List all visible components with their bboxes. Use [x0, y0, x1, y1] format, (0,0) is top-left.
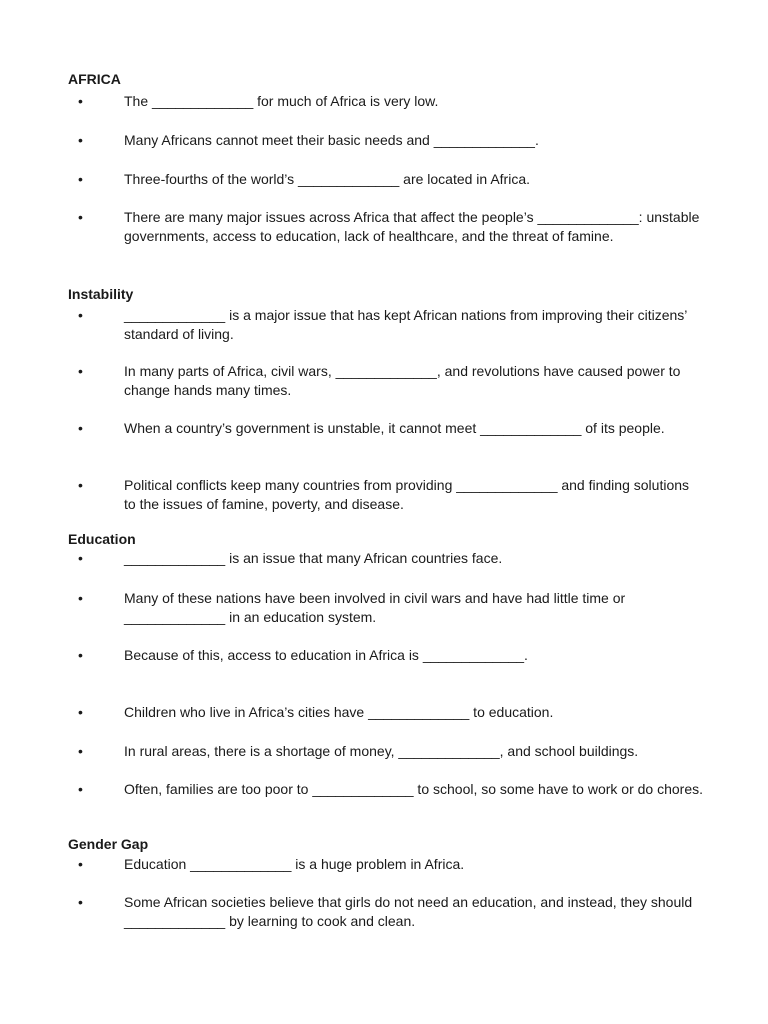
- list-item-text: Three-fourths of the world’s _____________ are located in Africa.: [124, 171, 530, 187]
- list-item-text: Education _____________ is a huge problem in Africa.: [124, 856, 465, 872]
- section-heading-africa: AFRICA: [68, 71, 121, 87]
- section-heading-instability: Instability: [68, 286, 134, 302]
- bullet-icon: •: [78, 894, 83, 910]
- bullet-icon: •: [78, 307, 83, 323]
- section-heading-education: Education: [68, 531, 136, 547]
- bullet-icon: •: [78, 93, 83, 109]
- list-item-text: _____________ is a major issue that has kept African nations from improving their citizens’ standard of living.: [124, 307, 687, 342]
- section-heading-gender-gap: Gender Gap: [68, 836, 149, 852]
- bullet-icon: •: [78, 132, 83, 148]
- bullet-icon: •: [78, 590, 83, 606]
- bullet-icon: •: [78, 171, 83, 187]
- bullet-icon: •: [78, 363, 83, 379]
- list-item-text: Political conflicts keep many countries from providing _____________ and finding solutions to the issues of famine, poverty, and disease.: [124, 477, 690, 512]
- bullet-icon: •: [78, 856, 83, 872]
- bullet-icon: •: [78, 647, 83, 663]
- list-item-text: There are many major issues across Africa that affect the people’s _____________: unstable governments, access to education, lack of healthcare, and the threat of famine.: [124, 209, 700, 244]
- bullet-icon: •: [78, 550, 83, 566]
- bullet-icon: •: [78, 420, 83, 436]
- list-item-text: The _____________ for much of Africa is very low.: [124, 93, 439, 109]
- bullet-icon: •: [78, 209, 83, 225]
- list-item-text: When a country’s government is unstable, it cannot meet _____________ of its people.: [124, 420, 665, 436]
- list-item-text: Often, families are too poor to _____________ to school, so some have to work or do chores.: [124, 781, 704, 797]
- list-item-text: Many Africans cannot meet their basic needs and _____________.: [124, 132, 539, 148]
- list-item-text: Some African societies believe that girls do not need an education, and instead, they should _____________ by learning to cook and clean.: [124, 894, 693, 929]
- list-item-text: Because of this, access to education in Africa is _____________.: [124, 647, 528, 663]
- list-item-text: _____________ is an issue that many African countries face.: [124, 550, 503, 566]
- list-item-text: Children who live in Africa’s cities have _____________ to education.: [124, 704, 554, 720]
- list-item-text: In many parts of Africa, civil wars, _____________, and revolutions have caused power to change hands many times.: [124, 363, 681, 398]
- list-item-text: Many of these nations have been involved in civil wars and have had little time or _____________ in an education system.: [124, 590, 626, 625]
- bullet-icon: •: [78, 743, 83, 759]
- bullet-icon: •: [78, 704, 83, 720]
- bullet-icon: •: [78, 477, 83, 493]
- bullet-icon: •: [78, 781, 83, 797]
- list-item-text: In rural areas, there is a shortage of money, _____________, and school buildings.: [124, 743, 639, 759]
